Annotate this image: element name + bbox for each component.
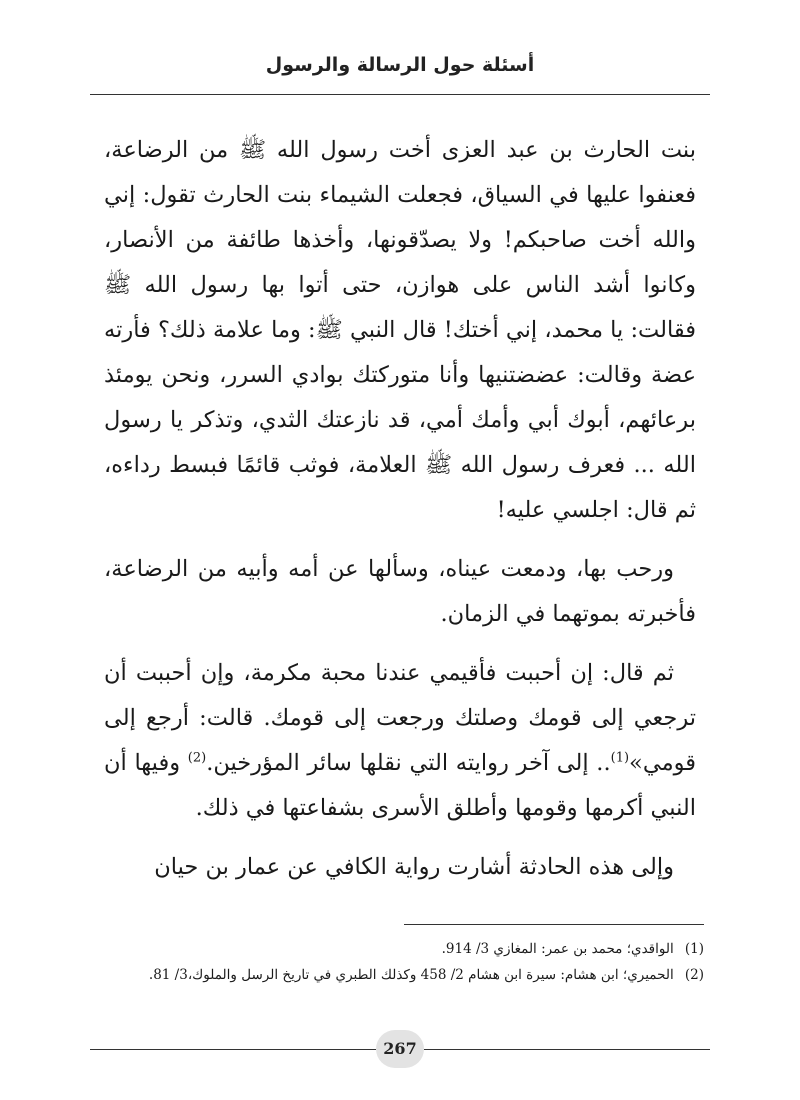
- footnote-1: [104, 936, 704, 962]
- footer-divider-right: [424, 1049, 710, 1050]
- paragraph-3-text-c: وفيها أن النبي أكرمها وقومها وأطلق الأسرى بشفاعتها في ذلك.: [104, 750, 696, 821]
- paragraph-4: وإلى هذه الحادثة أشارت رواية الكافي عن عمار بن حيان: [154, 854, 674, 880]
- paragraph-2: ورحب بها، ودمعت عيناه، وسألها عن أمه وأبيه من الرضاعة، فأخبرته بموتهما في الزمان.: [104, 556, 696, 627]
- paragraph-3-text-b: .. إلى آخر روايته التي نقلها سائر المؤرخين.: [206, 750, 611, 776]
- footnote-mark: (2): [684, 967, 704, 983]
- footnote-divider: [404, 924, 704, 925]
- body-text: [104, 128, 696, 904]
- footnote-ref-2[interactable]: (2): [187, 750, 207, 766]
- page-number: 267: [376, 1030, 424, 1068]
- header-divider: [90, 94, 710, 95]
- footer-divider-left: [90, 1049, 376, 1050]
- running-header: أسئلة حول الرسالة والرسول: [265, 54, 535, 76]
- footnote-text: الواقدي؛ محمد بن عمر: المغازي 3/ 914.: [441, 941, 674, 957]
- footnotes: [104, 936, 704, 988]
- footnote-mark: (1): [684, 941, 704, 957]
- footnote-2: [104, 962, 704, 988]
- paragraph-3: [104, 651, 696, 831]
- footnote-ref-1[interactable]: (1): [610, 750, 630, 766]
- paragraph-3-text-a: ثم قال: إن أحببت فأقيمي عندنا محبة مكرمة، وإن أحببت أن ترجعي إلى قومك وصلتك ورجعت إلى قومك. قالت: أرجع إلى قومي»: [104, 660, 696, 776]
- paragraph-1: بنت الحارث بن عبد العزى أخت رسول الله ﷺ من الرضاعة، فعنفوا عليها في السياق، فجعلت الشيماء بنت الحارث تقول: إني والله أخت صاحبكم! ولا يصدّقونها، وأخذها طائفة من الأنصار، وكانوا أشد الناس على هوازن، حتى أتوا بها رسول الله ﷺ فقالت: يا محمد، إني أختك! قال النبي ﷺ: وما علامة ذلك؟ فأرته عضة وقالت: عضضتنيها وأنا متوركتك بوادي السرر، ونحن يومئذ برعائهم، أبوك أبي وأمك أمي، قد نازعتك الثدي، وتذكر يا رسول الله ... فعرف رسول الله ﷺ العلامة، فوثب قائمًا فبسط رداءه، ثم قال: اجلسي عليه!: [104, 137, 696, 523]
- footnote-text: الحميري؛ ابن هشام: سيرة ابن هشام 2/ 458 وكذلك الطبري في تاريخ الرسل والملوك،3/ 81.: [148, 967, 674, 983]
